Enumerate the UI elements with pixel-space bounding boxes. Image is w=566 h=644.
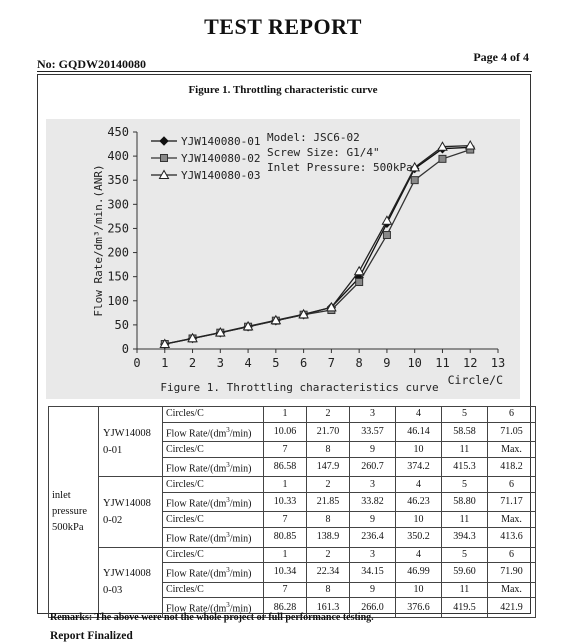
circle-value-cell: 7 bbox=[264, 442, 307, 458]
circle-value-cell: 1 bbox=[264, 547, 307, 563]
y-tick-label: 50 bbox=[114, 317, 129, 332]
flow-value-cell: 421.9 bbox=[488, 598, 536, 617]
flow-value-cell: 86.58 bbox=[264, 457, 307, 476]
flow-rate-label: Flow Rate/$(dm^3/\min)$ bbox=[163, 598, 264, 617]
circle-value-cell: 3 bbox=[350, 547, 396, 563]
flow-value-cell: 46.99 bbox=[396, 563, 442, 582]
circle-value-cell: 4 bbox=[396, 547, 442, 563]
x-tick-label: 9 bbox=[383, 356, 391, 370]
flow-rate-label: Flow Rate/$(dm^3/\min)$ bbox=[163, 528, 264, 547]
circle-value-cell: 11 bbox=[442, 512, 488, 528]
circle-value-cell: 8 bbox=[307, 582, 350, 598]
flow-value-cell: 34.15 bbox=[350, 563, 396, 582]
flow-value-cell: 46.14 bbox=[396, 422, 442, 441]
remarks: Remarks: The above were not the whole project or full performance testing. bbox=[50, 612, 374, 623]
circle-value-cell: Max. bbox=[488, 512, 536, 528]
flow-value-cell: 10.34 bbox=[264, 563, 307, 582]
y-tick-label: 0 bbox=[121, 342, 129, 356]
flow-value-cell: 260.7 bbox=[350, 457, 396, 476]
x-tick-label: 7 bbox=[327, 356, 336, 370]
flow-rate-label: Flow Rate/$(dm^3/\min)$ bbox=[163, 563, 264, 582]
flow-value-cell: 71.17 bbox=[488, 493, 536, 512]
data-point-2 bbox=[383, 232, 390, 239]
circle-value-cell: 5 bbox=[442, 477, 488, 493]
flow-value-cell: 418.2 bbox=[488, 457, 536, 476]
circle-value-cell: 4 bbox=[396, 477, 442, 493]
circle-value-cell: 5 bbox=[442, 547, 488, 563]
x-tick-label: 11 bbox=[435, 356, 450, 370]
y-tick-label: 450 bbox=[107, 125, 129, 139]
circle-value-cell: 10 bbox=[396, 442, 442, 458]
circle-value-cell: 2 bbox=[307, 547, 350, 563]
flow-value-cell: 394.3 bbox=[442, 528, 488, 547]
report-finalized: Report Finalized bbox=[50, 630, 133, 642]
flow-value-cell: 10.06 bbox=[264, 422, 307, 441]
y-tick-label: 200 bbox=[107, 245, 129, 260]
circle-value-cell: 2 bbox=[307, 407, 350, 423]
flow-rate-label: Flow Rate/$(dm^3/\min)$ bbox=[163, 493, 264, 512]
circle-value-cell: Max. bbox=[488, 442, 536, 458]
sample-name: YJW14008 0-01 bbox=[99, 407, 163, 477]
circle-value-cell: 1 bbox=[264, 407, 307, 423]
flow-value-cell: 86.28 bbox=[264, 598, 307, 617]
circles-label: Circles/C bbox=[163, 407, 264, 423]
flow-value-cell: 46.23 bbox=[396, 493, 442, 512]
flow-value-cell: 415.3 bbox=[442, 457, 488, 476]
x-tick-label: 10 bbox=[407, 356, 422, 370]
circle-value-cell: 7 bbox=[264, 512, 307, 528]
flow-rate-label: Flow Rate/$(dm^3/\min)$ bbox=[163, 422, 264, 441]
throttling-chart bbox=[46, 119, 520, 399]
x-tick-label: 13 bbox=[490, 356, 506, 370]
y-axis-label: Flow Rate/dm³/min.(ANR) bbox=[92, 164, 105, 317]
chart-annotation-1: Model: JSC6-02 bbox=[267, 131, 360, 144]
circle-value-cell: 6 bbox=[488, 477, 536, 493]
table-row bbox=[49, 407, 536, 423]
flow-value-cell: 33.82 bbox=[350, 493, 396, 512]
pressure-group-label: inlet pressure 500kPa bbox=[49, 407, 99, 618]
circle-value-cell: 8 bbox=[307, 512, 350, 528]
legend-marker-2 bbox=[161, 155, 168, 162]
flow-value-cell: 236.4 bbox=[350, 528, 396, 547]
circle-value-cell: 4 bbox=[396, 407, 442, 423]
x-tick-label: 1 bbox=[161, 356, 169, 370]
circles-label: Circles/C bbox=[163, 582, 264, 598]
flow-value-cell: 58.80 bbox=[442, 493, 488, 512]
data-point-2 bbox=[356, 279, 363, 286]
y-tick-label: 250 bbox=[107, 221, 129, 236]
x-unit-label: Circle/C bbox=[447, 373, 503, 387]
legend-label-1: YJW140080-01 bbox=[181, 135, 261, 148]
circles-label: Circles/C bbox=[163, 512, 264, 528]
circle-value-cell: Max. bbox=[488, 582, 536, 598]
flow-value-cell: 80.85 bbox=[264, 528, 307, 547]
flow-value-cell: 22.34 bbox=[307, 563, 350, 582]
flow-value-cell: 147.9 bbox=[307, 457, 350, 476]
circle-value-cell: 6 bbox=[488, 407, 536, 423]
flow-value-cell: 413.6 bbox=[488, 528, 536, 547]
flow-value-cell: 58.58 bbox=[442, 422, 488, 441]
flow-value-cell: 10.33 bbox=[264, 493, 307, 512]
figure-caption: Figure 1. Throttling characteristic curve bbox=[188, 84, 378, 96]
chart-annotation-3: Inlet Pressure: 500kPa bbox=[267, 161, 413, 174]
x-tick-label: 8 bbox=[355, 356, 363, 370]
legend-label-3: YJW140080-03 bbox=[181, 169, 261, 182]
circle-value-cell: 5 bbox=[442, 407, 488, 423]
circle-value-cell: 11 bbox=[442, 582, 488, 598]
header-rule bbox=[37, 71, 532, 72]
y-tick-label: 100 bbox=[107, 293, 129, 308]
x-tick-label: 3 bbox=[216, 356, 224, 370]
flow-value-cell: 59.60 bbox=[442, 563, 488, 582]
legend-label-2: YJW140080-02 bbox=[181, 152, 261, 165]
report-title: TEST REPORT bbox=[204, 14, 362, 39]
flow-value-cell: 71.05 bbox=[488, 422, 536, 441]
circle-value-cell: 9 bbox=[350, 582, 396, 598]
y-tick-label: 150 bbox=[107, 269, 129, 284]
report-number: No: GQDW20140080 bbox=[37, 57, 146, 71]
y-tick-label: 350 bbox=[107, 173, 129, 188]
flow-value-cell: 21.70 bbox=[307, 422, 350, 441]
flow-value-cell: 71.90 bbox=[488, 563, 536, 582]
circle-value-cell: 6 bbox=[488, 547, 536, 563]
circles-label: Circles/C bbox=[163, 442, 264, 458]
circle-value-cell: 8 bbox=[307, 442, 350, 458]
data-point-2 bbox=[411, 177, 418, 184]
flow-value-cell: 21.85 bbox=[307, 493, 350, 512]
circles-label: Circles/C bbox=[163, 547, 264, 563]
x-tick-label: 12 bbox=[463, 356, 478, 370]
flow-value-cell: 266.0 bbox=[350, 598, 396, 617]
flow-value-cell: 376.6 bbox=[396, 598, 442, 617]
flow-value-cell: 419.5 bbox=[442, 598, 488, 617]
circle-value-cell: 10 bbox=[396, 582, 442, 598]
data-point-3 bbox=[466, 141, 475, 149]
y-tick-label: 400 bbox=[107, 149, 129, 164]
data-point-2 bbox=[439, 155, 446, 162]
circle-value-cell: 1 bbox=[264, 477, 307, 493]
table-row bbox=[49, 547, 536, 563]
x-tick-label: 6 bbox=[299, 356, 308, 370]
circle-value-cell: 11 bbox=[442, 442, 488, 458]
flow-rate-label: Flow Rate/$(dm^3/\min)$ bbox=[163, 457, 264, 476]
legend-marker-1 bbox=[160, 137, 168, 145]
chart-annotation-2: Screw Size: G1/4" bbox=[267, 146, 380, 159]
circle-value-cell: 3 bbox=[350, 407, 396, 423]
x-tick-label: 4 bbox=[244, 356, 252, 370]
x-axis-label: Figure 1. Throttling characteristics curve bbox=[160, 381, 439, 394]
table-row bbox=[49, 477, 536, 493]
y-tick-label: 300 bbox=[107, 197, 129, 212]
flow-value-cell: 33.57 bbox=[350, 422, 396, 441]
flow-value-cell: 161.3 bbox=[307, 598, 350, 617]
circles-label: Circles/C bbox=[163, 477, 264, 493]
circle-value-cell: 9 bbox=[350, 512, 396, 528]
flow-value-cell: 138.9 bbox=[307, 528, 350, 547]
circle-value-cell: 2 bbox=[307, 477, 350, 493]
circle-value-cell: 9 bbox=[350, 442, 396, 458]
x-tick-label: 2 bbox=[188, 356, 197, 370]
flow-value-cell: 374.2 bbox=[396, 457, 442, 476]
x-tick-label: 5 bbox=[272, 356, 280, 370]
page-number: Page 4 of 4 bbox=[473, 50, 529, 64]
x-tick-label: 0 bbox=[133, 356, 141, 370]
flow-value-cell: 350.2 bbox=[396, 528, 442, 547]
sample-name: YJW14008 0-03 bbox=[99, 547, 163, 617]
circle-value-cell: 3 bbox=[350, 477, 396, 493]
flow-rate-table bbox=[48, 406, 536, 618]
sample-name: YJW14008 0-02 bbox=[99, 477, 163, 547]
circle-value-cell: 10 bbox=[396, 512, 442, 528]
circle-value-cell: 7 bbox=[264, 582, 307, 598]
